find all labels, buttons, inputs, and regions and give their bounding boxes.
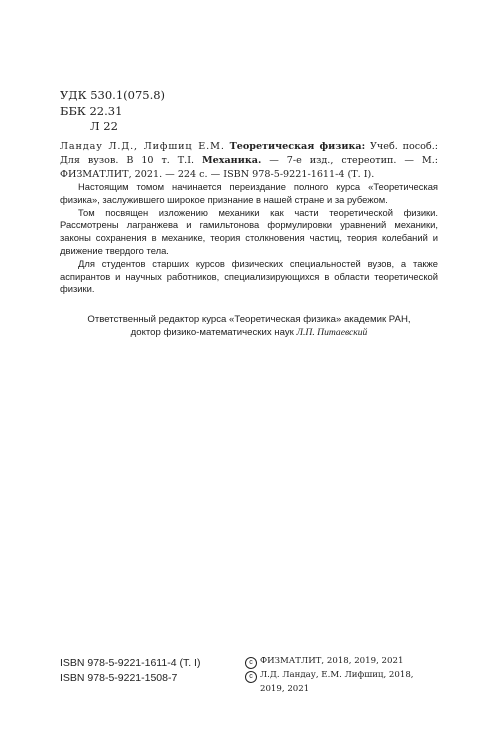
copyright-publisher: [245, 655, 445, 669]
copyright-authors-text: Л.Д. Ландау, Е.М. Лифшиц, 2018,: [260, 670, 414, 680]
copyright-block: [245, 655, 445, 696]
copyright-authors: [245, 669, 445, 683]
editor-degree: доктор физико-математических наук: [130, 327, 294, 338]
bib-details: Учеб. пособ.: Для вузов. В 10 т. Т.I.: [60, 141, 438, 166]
bibliographic-record: [60, 140, 438, 182]
bib-authors: Ландау Л.Д., Лифшиц Е.М.: [60, 141, 225, 152]
isbn-set: ISBN 978-5-9221-1508-7: [60, 672, 178, 684]
annotation-paragraph: Настоящим томом начинается переиздание полного курса «Теоретическая физика», заслужившего широкое признание в нашей стране и за рубежом.: [60, 181, 438, 205]
editor-name: Л.П. Питаевский: [296, 327, 368, 338]
annotation-paragraph: Для студентов старших курсов физических специальностей вузов, а также аспирантов и научных работников, специализирующихся в области теоретической физики.: [60, 257, 438, 295]
annotation: [60, 181, 438, 296]
annotation-paragraph: Том посвящен изложению механики как части теоретической физики. Рассмотрены лагранжева и гамильтонова формулировки уравнений механики, законы сохранения в механике, теория столкновения частиц, теория колебаний и движение твердого тела.: [60, 206, 438, 256]
copyright-icon: c: [245, 671, 257, 683]
bib-volume-title: Механика.: [202, 155, 262, 166]
udk-code: УДК 530.1(075.8): [60, 88, 166, 102]
isbn-block: [60, 656, 200, 686]
editor-credit: [60, 313, 438, 339]
author-mark: Л 22: [90, 119, 118, 133]
isbn-volume: ISBN 978-5-9221-1611-4 (Т. I): [60, 657, 201, 669]
bib-publication: — 7-е изд., стереотип. — М.: ФИЗМАТЛИТ, 2021. — 224 с. — ISBN 978-5-9221-1611-4 (Т. I).: [60, 155, 439, 180]
copyright-publisher-text: ФИЗМАТЛИТ, 2018, 2019, 2021: [260, 656, 404, 666]
classification-block: [60, 88, 165, 135]
editor-line-1: Ответственный редактор курса «Теоретическая физика» академик РАН,: [87, 314, 411, 325]
editor-line-2: [60, 326, 438, 339]
copyright-authors-years: 2019, 2021: [260, 684, 310, 694]
copyright-icon: c: [245, 657, 257, 669]
bbk-code: ББК 22.31: [60, 103, 123, 118]
bib-title: Теоретическая физика:: [229, 141, 366, 152]
